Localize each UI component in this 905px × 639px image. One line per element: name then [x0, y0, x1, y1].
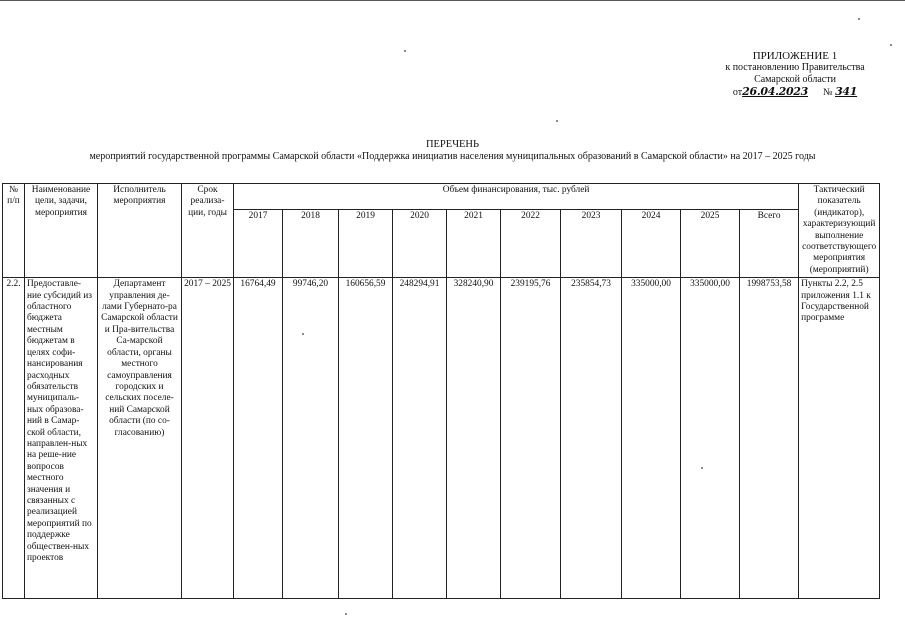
- row-value-2023: 235854,73: [561, 278, 622, 599]
- row-num: 2.2.: [3, 278, 25, 599]
- handwritten-number: 341: [835, 85, 858, 98]
- row-value-2021: 328240,90: [447, 278, 501, 599]
- appendix-date-row: [690, 86, 900, 99]
- appendix-block: [690, 50, 900, 99]
- row-name: Предоставле-ние субсидий из областного бюджета местным бюджетам в целях софи-нансирования расходных обязательств муниципаль-ных образова-ний в Самар-ской области, направлен-ных на реше-ние вопросов местного значения и связанных с реализацией мероприятий по поддержке обществен-ных проектов: [25, 278, 98, 599]
- header-name: Наименование цели, задачи, мероприятия: [25, 184, 98, 278]
- header-year-2019: 2019: [339, 209, 393, 278]
- appendix-line-2: Самарской области: [754, 74, 836, 85]
- scan-speck: [302, 333, 304, 335]
- row-value-2024: 335000,00: [622, 278, 681, 599]
- appendix-line-1: к постановлению Правительства: [725, 62, 865, 73]
- row-term: 2017 – 2025: [182, 278, 234, 599]
- row-value-2022: 239195,76: [501, 278, 561, 599]
- header-financing: Объем финансирования, тыс. рублей: [234, 184, 799, 210]
- document-heading: ПЕРЕЧЕНЬ: [425, 139, 480, 150]
- number-label: №: [823, 87, 833, 98]
- header-year-2024: 2024: [622, 209, 681, 278]
- scan-speck: [345, 613, 347, 615]
- header-year-2018: 2018: [283, 209, 339, 278]
- header-year-2021: 2021: [447, 209, 501, 278]
- header-total: Всего: [740, 209, 799, 278]
- scan-speck: [890, 44, 892, 46]
- header-indicator: Тактический показатель (индикатор), характеризующий выполнение соответствующего мероприятия (мероприятий): [799, 184, 880, 278]
- measures-table: [2, 183, 880, 599]
- document-subheading: мероприятий государственной программы Самарской области «Поддержка инициатив населения муниципальных образований в Самарской области» на 2017 – 2025 годы: [89, 151, 816, 162]
- row-value-2017: 16764,49: [234, 278, 283, 599]
- header-year-2017: 2017: [234, 209, 283, 278]
- row-value-2025: 335000,00: [681, 278, 740, 599]
- header-year-2020: 2020: [393, 209, 447, 278]
- header-term: Срок реализа-ции, годы: [182, 184, 234, 278]
- scan-speck: [701, 467, 703, 469]
- row-executor: Департамент управления де-лами Губернато-ра Самарской области и Пра-вительства Са-марской области, органы местного самоуправления городских и сельских поселе-ний Самарской области (по со-гласованию): [98, 278, 182, 599]
- row-value-2020: 248294,91: [393, 278, 447, 599]
- scan-speck: [858, 18, 860, 20]
- row-indicator: Пункты 2.2, 2.5 приложения 1.1 к Государственной программе: [799, 278, 880, 599]
- table-row: [3, 278, 880, 599]
- scan-speck: [556, 120, 558, 122]
- handwritten-date: 26.04.2023: [742, 85, 809, 98]
- header-year-2022: 2022: [501, 209, 561, 278]
- scan-speck: [404, 50, 406, 52]
- row-value-2019: 160656,59: [339, 278, 393, 599]
- header-year-2023: 2023: [561, 209, 622, 278]
- top-border-line: [0, 0, 905, 1]
- row-value-2018: 99746,20: [283, 278, 339, 599]
- row-value-total: 1998753,58: [740, 278, 799, 599]
- from-label: от: [732, 87, 743, 98]
- header-year-2025: 2025: [681, 209, 740, 278]
- appendix-title: ПРИЛОЖЕНИЕ 1: [752, 50, 838, 62]
- header-num: № п/п: [3, 184, 25, 278]
- header-executor: Исполнитель мероприятия: [98, 184, 182, 278]
